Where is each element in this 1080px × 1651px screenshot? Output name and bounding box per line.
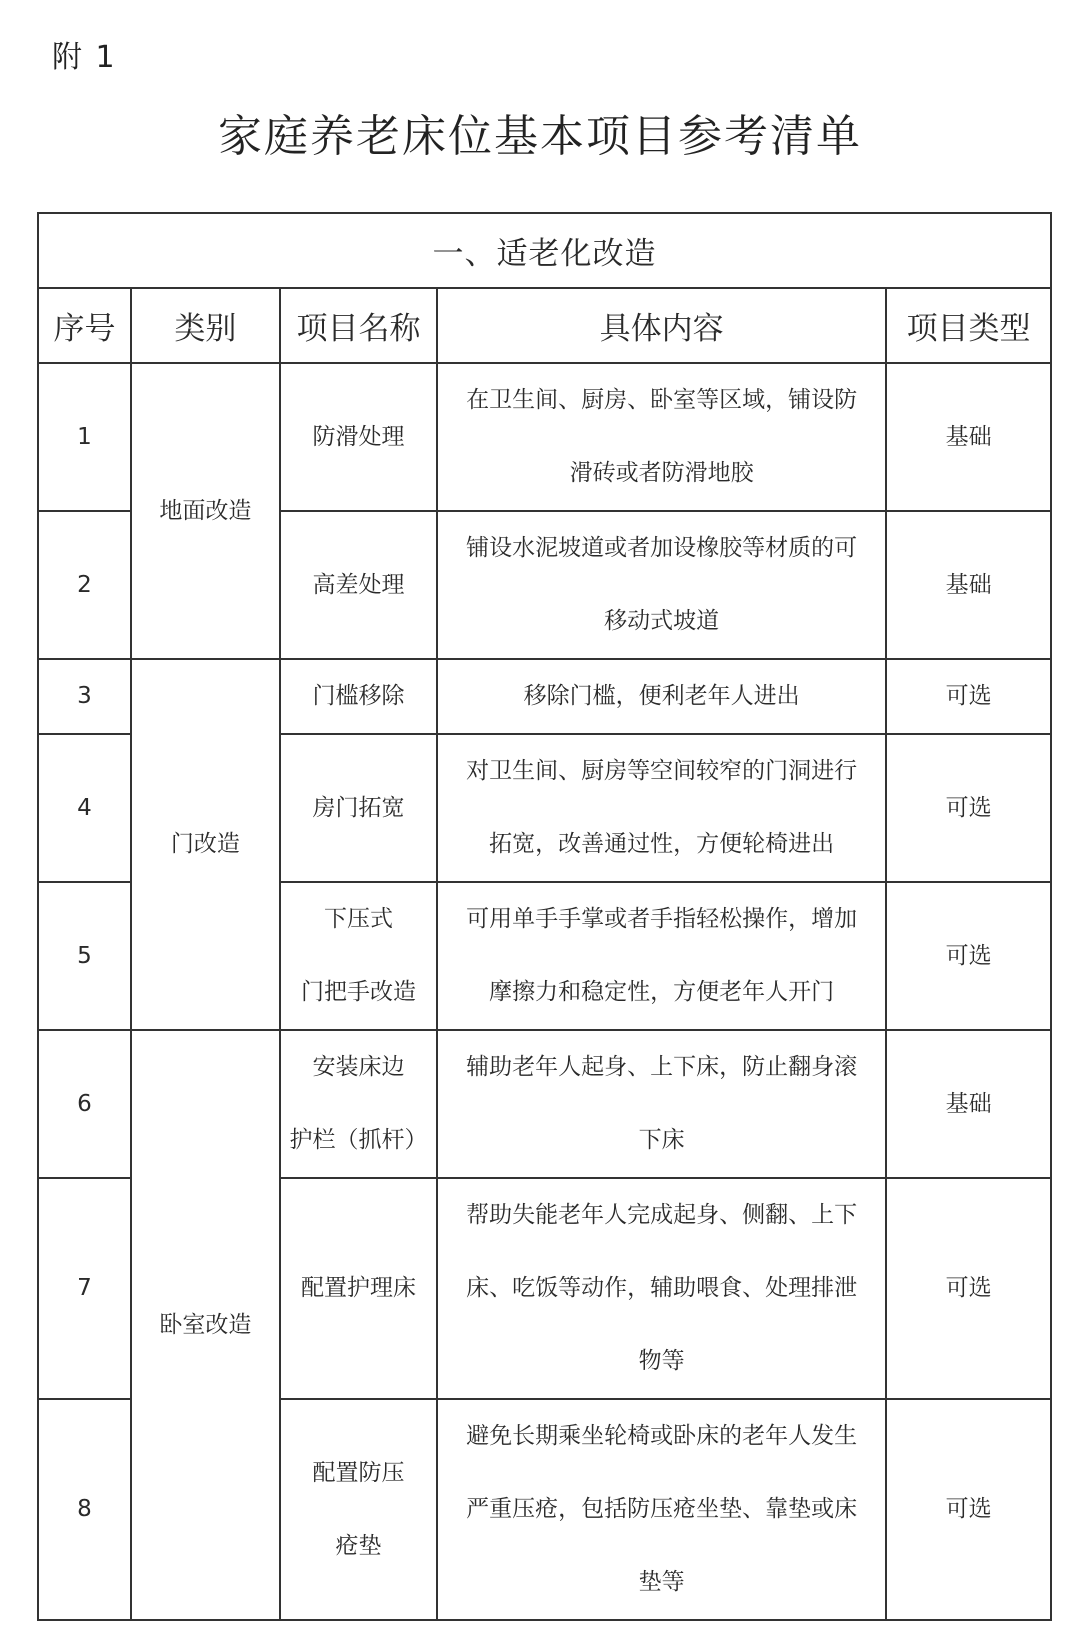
- project-name-line: 门槛移除: [312, 683, 405, 709]
- project-name: [280, 659, 437, 734]
- project-content: [437, 363, 886, 511]
- section-title: 一、适老化改造: [38, 213, 1051, 288]
- project-name-line: 防滑处理: [312, 423, 405, 450]
- project-type: 可选: [886, 1399, 1051, 1620]
- content-line: 辅助老年人起身、上下床，防止翻身滚: [466, 1054, 858, 1080]
- project-list-table: [37, 212, 1052, 1621]
- category-cell: 门改造: [131, 659, 280, 1030]
- project-name-line: 疮垫: [335, 1532, 382, 1559]
- content-line: 避免长期乘坐轮椅或卧床的老年人发生: [466, 1423, 858, 1449]
- project-content: [437, 882, 886, 1030]
- content-line: 床、吃饭等动作，辅助喂食、处理排泄: [466, 1275, 858, 1301]
- header-name: 项目名称: [280, 288, 437, 363]
- row-number: 7: [38, 1178, 131, 1399]
- project-content: [437, 734, 886, 882]
- project-name-line: 配置防压: [312, 1459, 405, 1486]
- category-cell: 地面改造: [131, 363, 280, 659]
- project-type: 基础: [886, 511, 1051, 659]
- document-title: 家庭养老床位基本项目参考清单: [218, 111, 862, 162]
- table-row: [38, 659, 1051, 734]
- header-type: 项目类型: [886, 288, 1051, 363]
- project-content: [437, 659, 886, 734]
- row-number: 5: [38, 882, 131, 1030]
- content-line: 垫等: [638, 1569, 685, 1595]
- content-line: 滑砖或者防滑地胶: [569, 460, 754, 486]
- table-row: [38, 363, 1051, 511]
- project-content: [437, 1030, 886, 1178]
- project-content: [437, 1178, 886, 1399]
- category-cell: 卧室改造: [131, 1030, 280, 1620]
- content-line: 对卫生间、厨房等空间较窄的门洞进行: [466, 758, 858, 784]
- content-line: 摩擦力和稳定性，方便老年人开门: [489, 979, 835, 1005]
- content-line: 移除门槛，便利老年人进出: [523, 683, 800, 709]
- project-name: [280, 363, 437, 511]
- row-number: 8: [38, 1399, 131, 1620]
- project-name: [280, 1030, 437, 1178]
- project-type: 基础: [886, 1030, 1051, 1178]
- project-name-line: 高差处理: [312, 571, 405, 598]
- content-line: 下床: [638, 1127, 685, 1153]
- header-category: 类别: [131, 288, 280, 363]
- content-line: 在卫生间、厨房、卧室等区域，铺设防: [466, 387, 858, 413]
- project-name-line: 房门拓宽: [312, 794, 405, 821]
- project-name: [280, 1399, 437, 1620]
- project-content: [437, 511, 886, 659]
- row-number: 2: [38, 511, 131, 659]
- project-name-line: 护栏（抓杆）: [289, 1127, 428, 1153]
- row-number: 1: [38, 363, 131, 511]
- project-name-line: 下压式: [324, 906, 394, 932]
- attachment-label: 附 1: [52, 40, 117, 75]
- header-content: 具体内容: [437, 288, 886, 363]
- project-name-line: 门把手改造: [301, 979, 417, 1005]
- project-type: 可选: [886, 734, 1051, 882]
- content-line: 物等: [638, 1348, 685, 1374]
- content-line: 拓宽，改善通过性，方便轮椅进出: [489, 831, 835, 857]
- content-line: 可用单手手掌或者手指轻松操作，增加: [466, 906, 858, 932]
- row-number: 3: [38, 659, 131, 734]
- project-name: [280, 511, 437, 659]
- project-name-line: 安装床边: [312, 1054, 405, 1080]
- table-row: [38, 1030, 1051, 1178]
- project-content: [437, 1399, 886, 1620]
- project-name: [280, 1178, 437, 1399]
- project-type: 可选: [886, 659, 1051, 734]
- row-number: 6: [38, 1030, 131, 1178]
- content-line: 严重压疮，包括防压疮坐垫、靠垫或床: [466, 1496, 858, 1522]
- project-name-line: 配置护理床: [301, 1275, 417, 1301]
- content-line: 铺设水泥坡道或者加设橡胶等材质的可: [466, 535, 858, 561]
- project-name: [280, 882, 437, 1030]
- content-line: 移动式坡道: [604, 608, 720, 634]
- column-header-row: [38, 288, 1051, 363]
- section-header-row: [38, 213, 1051, 288]
- header-no: 序号: [38, 288, 131, 363]
- project-type: 基础: [886, 363, 1051, 511]
- project-type: 可选: [886, 1178, 1051, 1399]
- content-line: 帮助失能老年人完成起身、侧翻、上下: [466, 1202, 858, 1228]
- row-number: 4: [38, 734, 131, 882]
- project-type: 可选: [886, 882, 1051, 1030]
- project-name: [280, 734, 437, 882]
